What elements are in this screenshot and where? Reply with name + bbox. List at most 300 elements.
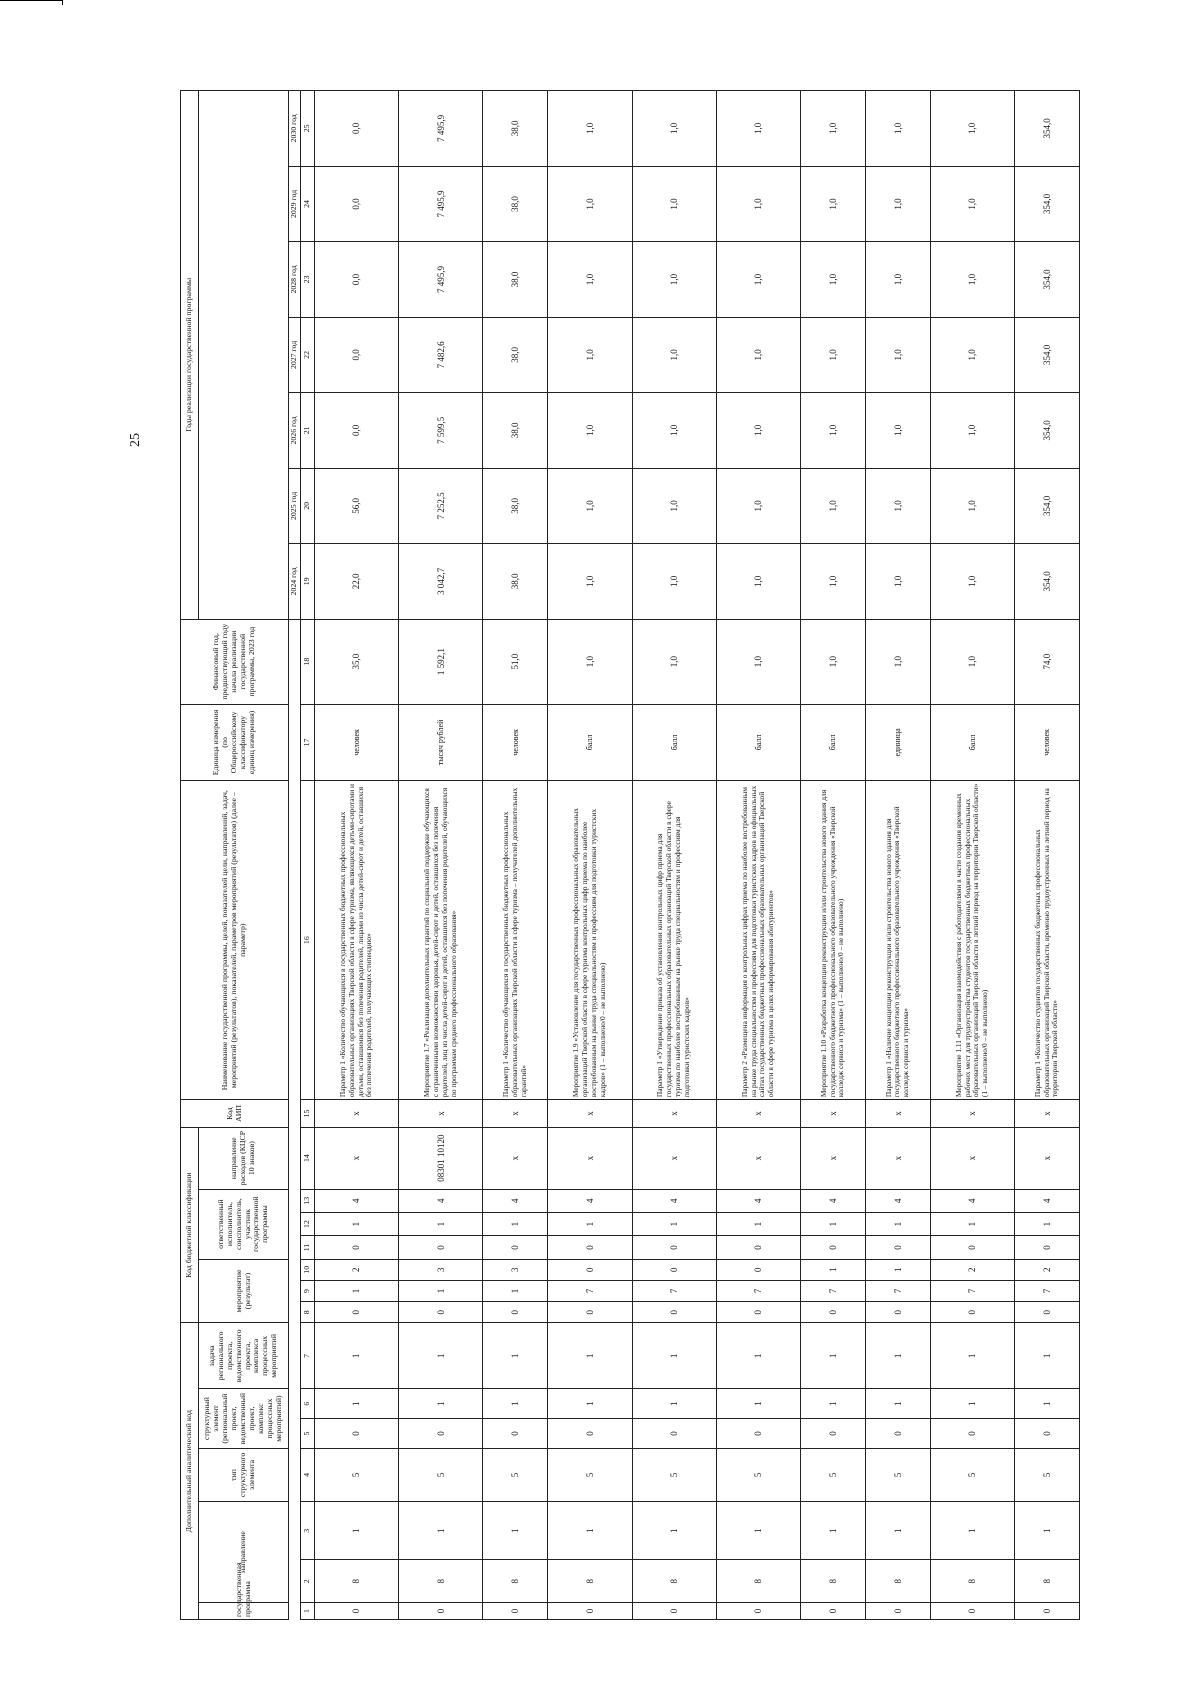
code-cell: 2 xyxy=(1015,1259,1080,1280)
year-value: 1,0 xyxy=(801,317,866,392)
year-value: 1,0 xyxy=(801,91,866,167)
column-number: 9 xyxy=(300,1280,314,1301)
code-cell: 0 xyxy=(399,1302,483,1323)
year-value: 1,0 xyxy=(632,317,716,392)
code-cell: 0 xyxy=(801,1419,866,1449)
code-cell: 1 xyxy=(632,1323,716,1389)
code-cell: х xyxy=(399,1100,483,1128)
code-cell: 0 xyxy=(548,1259,632,1280)
year-value: 38,0 xyxy=(483,91,548,167)
year-value: 1,0 xyxy=(716,242,800,317)
code-cell: 1 xyxy=(865,1259,930,1280)
code-cell: 0 xyxy=(632,1419,716,1449)
code-cell: 5 xyxy=(865,1448,930,1501)
year-value: 1,0 xyxy=(930,468,1014,543)
year-value: 1,0 xyxy=(801,544,866,619)
code-cell: 1 xyxy=(930,1323,1014,1389)
code-cell: х xyxy=(801,1127,866,1189)
column-number: 22 xyxy=(300,317,314,392)
code-cell: 4 xyxy=(930,1189,1014,1212)
code-cell: 4 xyxy=(716,1189,800,1212)
year-value: 1,0 xyxy=(801,166,866,241)
item-name: Параметр 2 «Размещена информация о контрольных цифрах приема по наиболее востребованным на рынке труда специальностям и профессиям для подготовки туристских кадров на официальных сайтах государственных бюджетных профессиональных образовательных организаций Тверской области в сфере туризма в целях информирования абитуриентов» xyxy=(716,781,800,1100)
hdr-gp: государственная программа xyxy=(199,1603,289,1620)
code-cell: 1 xyxy=(801,1259,866,1280)
code-cell: 0 xyxy=(399,1419,483,1449)
code-cell: 1 xyxy=(314,1502,398,1560)
hdr-exp: направление расходов (КЦСР 10 знаков) xyxy=(199,1127,289,1189)
code-cell: 1 xyxy=(399,1502,483,1560)
code-cell: 0 xyxy=(930,1236,1014,1259)
unit-cell: балл xyxy=(716,704,800,781)
year-value: 1,0 xyxy=(632,91,716,167)
code-cell: 3 xyxy=(399,1259,483,1280)
code-cell: 5 xyxy=(716,1448,800,1501)
code-cell: 1 xyxy=(548,1502,632,1560)
base-year-value: 1 592,1 xyxy=(399,619,483,704)
column-number: 14 xyxy=(300,1127,314,1189)
code-cell: 0 xyxy=(314,1603,398,1620)
year-value: 1,0 xyxy=(548,317,632,392)
unit-cell: балл xyxy=(801,704,866,781)
code-cell: 1 xyxy=(399,1323,483,1389)
unit-cell: балл xyxy=(632,704,716,781)
year-value: 7 495,9 xyxy=(399,166,483,241)
code-cell: 1 xyxy=(314,1212,398,1235)
code-cell: 0 xyxy=(314,1419,398,1449)
year-value: 1,0 xyxy=(865,468,930,543)
column-number: 8 xyxy=(300,1302,314,1323)
item-name: Параметр 1 «Количество обучающихся в государственных бюджетных профессиональных образовательных организациях Тверской области в сфере туризма – получателей дополнительных гарантий» xyxy=(483,781,548,1100)
code-cell: 1 xyxy=(801,1502,866,1560)
year-value: 38,0 xyxy=(483,166,548,241)
code-cell: 1 xyxy=(1015,1389,1080,1419)
item-name: Мероприятие 1.10 «Разработка концепции реконструкции и/или строительства нового здания для государственного бюджетного профессионального образовательного учреждения «Тверской колледж сервиса и туризма» (1 – выполнено/0 – не выполнено) xyxy=(801,781,866,1100)
code-cell: 4 xyxy=(801,1189,866,1212)
item-name: Мероприятие 1.7 «Реализация дополнительных гарантий по социальной поддержке обучающихся с ограниченными возможностями здоровья, детей-сирот и детей, оставшихся без попечения родителей, лиц из числа детей-сирот и детей, оставшихся без попечения родителей, обучающихся по программам среднего профессионального образования» xyxy=(399,781,483,1100)
year-value: 7 252,5 xyxy=(399,468,483,543)
year-value: 1,0 xyxy=(930,91,1014,167)
column-number: 3 xyxy=(300,1502,314,1560)
hdr-year: 2029 год xyxy=(289,166,301,241)
year-value: 1,0 xyxy=(632,242,716,317)
column-number: 6 xyxy=(300,1389,314,1419)
year-value: 7 599,5 xyxy=(399,393,483,468)
unit-cell: балл xyxy=(930,704,1014,781)
code-cell: 0 xyxy=(716,1603,800,1620)
year-value: 7 495,9 xyxy=(399,91,483,167)
code-cell: 0 xyxy=(483,1419,548,1449)
year-value: 1,0 xyxy=(632,468,716,543)
column-number: 24 xyxy=(300,166,314,241)
unit-cell: балл xyxy=(548,704,632,781)
code-cell: х xyxy=(716,1127,800,1189)
code-cell: 1 xyxy=(801,1323,866,1389)
item-name: Параметр 1 «Количество обучающихся в государственных бюджетных профессиональных образовательных организациях Тверской области в сфере туризма, являющихся детьми-сиротами и детьми, оставшимися без попечения родителей, лицами из числа детей-сирот и детей, оставшихся без попечения родителей, получающих стипендию» xyxy=(314,781,398,1100)
code-cell: х xyxy=(930,1127,1014,1189)
code-cell: 0 xyxy=(632,1302,716,1323)
year-value: 0,0 xyxy=(314,166,398,241)
code-cell: 0 xyxy=(1015,1603,1080,1620)
column-number: 10 xyxy=(300,1259,314,1280)
code-cell: 1 xyxy=(483,1323,548,1389)
code-cell: 5 xyxy=(930,1448,1014,1501)
code-cell: 7 xyxy=(1015,1280,1080,1301)
code-cell: 1 xyxy=(865,1212,930,1235)
code-cell: х xyxy=(483,1100,548,1128)
code-cell: х xyxy=(483,1127,548,1189)
column-number: 19 xyxy=(300,544,314,619)
column-number: 23 xyxy=(300,242,314,317)
code-cell: 0 xyxy=(716,1236,800,1259)
code-cell: 0 xyxy=(801,1302,866,1323)
base-year-value: 74,0 xyxy=(1015,619,1080,704)
year-value: 1,0 xyxy=(716,393,800,468)
year-value: 354,0 xyxy=(1015,242,1080,317)
base-year-value: 1,0 xyxy=(930,619,1014,704)
code-cell: 1 xyxy=(801,1212,866,1235)
code-cell: 1 xyxy=(399,1212,483,1235)
hdr-fin-year: Финансовый год, предшествующий году начала реализации государственной программы, 2023 год xyxy=(181,619,289,704)
base-year-value: 51,0 xyxy=(483,619,548,704)
code-cell: 08301 10120 xyxy=(399,1127,483,1189)
code-cell: 1 xyxy=(632,1502,716,1560)
code-cell: 1 xyxy=(483,1502,548,1560)
year-value: 56,0 xyxy=(314,468,398,543)
code-cell: 8 xyxy=(548,1560,632,1603)
code-cell: 0 xyxy=(314,1236,398,1259)
code-cell: 4 xyxy=(399,1189,483,1212)
year-value: 1,0 xyxy=(930,242,1014,317)
code-cell: 1 xyxy=(865,1323,930,1389)
code-cell: 0 xyxy=(548,1603,632,1620)
year-value: 1,0 xyxy=(865,544,930,619)
column-number: 7 xyxy=(300,1323,314,1389)
code-cell: 4 xyxy=(632,1189,716,1212)
code-cell: х xyxy=(314,1127,398,1189)
code-cell: 0 xyxy=(483,1302,548,1323)
year-value: 1,0 xyxy=(548,166,632,241)
code-cell: 0 xyxy=(930,1419,1014,1449)
year-value: 1,0 xyxy=(632,544,716,619)
code-cell: 7 xyxy=(548,1280,632,1301)
code-cell: 0 xyxy=(716,1259,800,1280)
table-row xyxy=(483,91,548,1620)
column-number: 18 xyxy=(300,619,314,704)
table-row xyxy=(548,91,632,1620)
code-cell: 0 xyxy=(632,1236,716,1259)
code-cell: 1 xyxy=(314,1323,398,1389)
code-cell: 7 xyxy=(865,1280,930,1301)
hdr-task: задача регионального проекта, ведомственного проекта, комплекса процессных мероприятий xyxy=(199,1323,289,1389)
table-row xyxy=(801,91,866,1620)
code-cell: 1 xyxy=(548,1389,632,1419)
year-value: 354,0 xyxy=(1015,317,1080,392)
code-cell: 7 xyxy=(716,1280,800,1301)
code-cell: 1 xyxy=(1015,1502,1080,1560)
table-row xyxy=(716,91,800,1620)
code-cell: 1 xyxy=(632,1212,716,1235)
code-cell: 7 xyxy=(930,1280,1014,1301)
code-cell: 8 xyxy=(716,1560,800,1603)
code-cell: 0 xyxy=(716,1302,800,1323)
code-cell: 2 xyxy=(314,1259,398,1280)
base-year-value: 1,0 xyxy=(632,619,716,704)
table-row xyxy=(314,91,398,1620)
column-number: 1 xyxy=(300,1603,314,1620)
hdr-aip: Код АИП xyxy=(181,1100,289,1128)
code-cell: 8 xyxy=(930,1560,1014,1603)
column-number: 13 xyxy=(300,1189,314,1212)
code-cell: 7 xyxy=(801,1280,866,1301)
code-cell: 4 xyxy=(1015,1189,1080,1212)
code-cell: х xyxy=(716,1100,800,1128)
year-value: 1,0 xyxy=(716,166,800,241)
column-number: 2 xyxy=(300,1560,314,1603)
code-cell: 0 xyxy=(865,1236,930,1259)
column-number: 25 xyxy=(300,91,314,167)
year-value: 3 042,7 xyxy=(399,544,483,619)
code-cell: 1 xyxy=(314,1389,398,1419)
code-cell: 8 xyxy=(865,1560,930,1603)
hdr-exec: ответственный исполнитель, соисполнитель, участник государственной программы xyxy=(199,1189,289,1259)
crop-mark xyxy=(0,0,63,5)
code-cell: 4 xyxy=(483,1189,548,1212)
code-cell: 5 xyxy=(1015,1448,1080,1501)
code-cell: х xyxy=(548,1127,632,1189)
code-cell: 1 xyxy=(548,1323,632,1389)
year-value: 1,0 xyxy=(716,91,800,167)
year-value: 7 495,9 xyxy=(399,242,483,317)
code-cell: х xyxy=(548,1100,632,1128)
base-year-value: 1,0 xyxy=(801,619,866,704)
code-cell: 4 xyxy=(865,1189,930,1212)
column-number: 17 xyxy=(300,704,314,781)
year-value: 354,0 xyxy=(1015,468,1080,543)
year-value: 1,0 xyxy=(548,393,632,468)
code-cell: 0 xyxy=(548,1302,632,1323)
code-cell: 5 xyxy=(314,1448,398,1501)
year-value: 1,0 xyxy=(865,91,930,167)
code-cell: 1 xyxy=(930,1212,1014,1235)
hdr-year: 2025 год xyxy=(289,468,301,543)
hdr-struct: структурный элемент (региональный проект, ведомственный проект, комплекс процессных мероприятий) xyxy=(199,1389,289,1449)
code-cell: 0 xyxy=(483,1236,548,1259)
code-cell: 5 xyxy=(548,1448,632,1501)
item-name: Мероприятие 1.9 «Установление для государственных профессиональных образовательных организаций Тверской области в сфере туризма контрольных цифр приема по наиболее востребованным на рынке труда специальностям и профессиям для подготовки туристских кадров» (1 – выполнено/0 – не выполнено) xyxy=(548,781,632,1100)
code-cell: х xyxy=(1015,1100,1080,1128)
hdr-unit: Единица измерения (по Общероссийскому классификатору единиц измерения) xyxy=(181,704,289,781)
year-value: 1,0 xyxy=(548,91,632,167)
item-name: Мероприятие 1.11 «Организация взаимодействия с работодателями в части создания временных рабочих мест для трудоустройства студентов государственных бюджетных профессиональных образовательных организаций Тверской области в летний период на территории Тверской области» (1 – выполнено/0 – не выполнено) xyxy=(930,781,1014,1100)
code-cell: х xyxy=(314,1100,398,1128)
year-value: 38,0 xyxy=(483,544,548,619)
hdr-type: тип структурного элемента xyxy=(199,1448,289,1501)
code-cell: х xyxy=(801,1100,866,1128)
code-cell: 0 xyxy=(632,1259,716,1280)
table-row xyxy=(632,91,716,1620)
code-cell: 1 xyxy=(1015,1212,1080,1235)
year-value: 1,0 xyxy=(801,393,866,468)
code-cell: 2 xyxy=(930,1259,1014,1280)
hdr-year: 2026 год xyxy=(289,393,301,468)
code-cell: 1 xyxy=(930,1502,1014,1560)
code-cell: 5 xyxy=(483,1448,548,1501)
code-cell: 1 xyxy=(930,1389,1014,1419)
table-row xyxy=(930,91,1014,1620)
code-cell: 0 xyxy=(865,1302,930,1323)
year-value: 1,0 xyxy=(548,242,632,317)
year-value: 38,0 xyxy=(483,468,548,543)
code-cell: 0 xyxy=(865,1419,930,1449)
year-value: 1,0 xyxy=(801,242,866,317)
column-number: 15 xyxy=(300,1100,314,1128)
year-value: 1,0 xyxy=(548,544,632,619)
code-cell: 1 xyxy=(865,1502,930,1560)
code-cell: 0 xyxy=(1015,1419,1080,1449)
code-cell: 1 xyxy=(716,1502,800,1560)
code-cell: х xyxy=(1015,1127,1080,1189)
code-cell: 1 xyxy=(1015,1323,1080,1389)
hdr-year: 2028 год xyxy=(289,242,301,317)
year-value: 1,0 xyxy=(716,468,800,543)
code-cell: 0 xyxy=(1015,1236,1080,1259)
page-number: 25 xyxy=(128,433,143,447)
code-cell: х xyxy=(930,1100,1014,1128)
code-cell: 0 xyxy=(801,1236,866,1259)
base-year-value: 1,0 xyxy=(548,619,632,704)
year-value: 1,0 xyxy=(930,544,1014,619)
code-cell: 8 xyxy=(632,1560,716,1603)
code-cell: 5 xyxy=(801,1448,866,1501)
code-cell: 4 xyxy=(314,1189,398,1212)
year-value: 1,0 xyxy=(865,166,930,241)
year-value: 354,0 xyxy=(1015,166,1080,241)
column-number: 5 xyxy=(300,1419,314,1449)
year-value: 7 482,6 xyxy=(399,317,483,392)
code-cell: 1 xyxy=(483,1212,548,1235)
year-value: 38,0 xyxy=(483,393,548,468)
year-value: 38,0 xyxy=(483,242,548,317)
program-table xyxy=(180,90,1080,1620)
code-cell: 5 xyxy=(399,1448,483,1501)
code-cell: 0 xyxy=(930,1302,1014,1323)
column-number: 12 xyxy=(300,1212,314,1235)
code-cell: 1 xyxy=(716,1212,800,1235)
code-cell: 0 xyxy=(865,1603,930,1620)
item-name: Параметр 1 «Наличие концепции реконструкции и/или строительства нового здания для государственного бюджетного профессионального образовательного учреждения «Тверской колледж сервиса и туризма» xyxy=(865,781,930,1100)
year-value: 0,0 xyxy=(314,242,398,317)
base-year-value: 1,0 xyxy=(716,619,800,704)
code-cell: 1 xyxy=(801,1389,866,1419)
unit-cell: тысяч рублей xyxy=(399,704,483,781)
code-cell: 0 xyxy=(716,1419,800,1449)
year-value: 22,0 xyxy=(314,544,398,619)
year-value: 0,0 xyxy=(314,91,398,167)
year-value: 1,0 xyxy=(930,317,1014,392)
hdr-years: Годы реализации государственной программы xyxy=(181,91,199,620)
base-year-value: 1,0 xyxy=(865,619,930,704)
code-cell: 7 xyxy=(632,1280,716,1301)
column-number: 21 xyxy=(300,393,314,468)
code-cell: х xyxy=(865,1100,930,1128)
year-value: 1,0 xyxy=(930,393,1014,468)
hdr-budget-code: Код бюджетной классификации xyxy=(181,1127,199,1323)
year-value: 1,0 xyxy=(632,166,716,241)
column-number: 20 xyxy=(300,468,314,543)
year-value: 354,0 xyxy=(1015,544,1080,619)
code-cell: 0 xyxy=(632,1603,716,1620)
column-number: 4 xyxy=(300,1448,314,1501)
code-cell: 0 xyxy=(483,1603,548,1620)
code-cell: 3 xyxy=(483,1259,548,1280)
code-cell: 1 xyxy=(483,1280,548,1301)
year-value: 1,0 xyxy=(716,544,800,619)
code-cell: 1 xyxy=(716,1323,800,1389)
code-cell: 1 xyxy=(548,1212,632,1235)
hdr-year: 2024 год xyxy=(289,544,301,619)
code-cell: х xyxy=(865,1127,930,1189)
code-cell: 0 xyxy=(399,1236,483,1259)
code-cell: х xyxy=(632,1127,716,1189)
unit-cell: человек xyxy=(483,704,548,781)
item-name: Параметр 1 «Количество студентов государственных бюджетных профессиональных образовательных организаций Тверской области, временно трудоустроенных на летний период на территории Тверской области» xyxy=(1015,781,1080,1100)
code-cell: 0 xyxy=(548,1236,632,1259)
code-cell: 1 xyxy=(716,1389,800,1419)
unit-cell: человек xyxy=(1015,704,1080,781)
code-cell: 0 xyxy=(399,1603,483,1620)
year-value: 1,0 xyxy=(865,317,930,392)
year-value: 1,0 xyxy=(548,468,632,543)
code-cell: 5 xyxy=(632,1448,716,1501)
table-rotated-wrapper xyxy=(180,90,1080,1620)
table-row xyxy=(865,91,930,1620)
code-cell: 0 xyxy=(1015,1302,1080,1323)
code-cell: 8 xyxy=(801,1560,866,1603)
code-cell: 1 xyxy=(632,1389,716,1419)
unit-cell: человек xyxy=(314,704,398,781)
code-cell: 8 xyxy=(399,1560,483,1603)
code-cell: 0 xyxy=(314,1302,398,1323)
year-value: 1,0 xyxy=(801,468,866,543)
code-cell: 1 xyxy=(483,1389,548,1419)
year-value: 1,0 xyxy=(865,393,930,468)
code-cell: х xyxy=(632,1100,716,1128)
year-value: 0,0 xyxy=(314,393,398,468)
year-value: 1,0 xyxy=(632,393,716,468)
hdr-name: Наименование государственной программы, целей, показателей цели, направлений, задач, мероприятий (результатов), показателей, параметров мероприятий (результатов) (далее – параметр) xyxy=(181,781,289,1100)
hdr-year: 2027 год xyxy=(289,317,301,392)
column-number: 16 xyxy=(300,781,314,1100)
year-value: 1,0 xyxy=(716,317,800,392)
unit-cell: единица xyxy=(865,704,930,781)
code-cell: 0 xyxy=(930,1603,1014,1620)
table-row xyxy=(1015,91,1080,1620)
year-value: 38,0 xyxy=(483,317,548,392)
column-number: 11 xyxy=(300,1236,314,1259)
code-cell: 1 xyxy=(314,1280,398,1301)
code-cell: 0 xyxy=(801,1603,866,1620)
hdr-add-code: Дополнительный аналитический код xyxy=(181,1323,199,1620)
code-cell: 8 xyxy=(314,1560,398,1603)
year-value: 1,0 xyxy=(930,166,1014,241)
code-cell: 8 xyxy=(1015,1560,1080,1603)
code-cell: 0 xyxy=(548,1419,632,1449)
code-cell: 1 xyxy=(399,1389,483,1419)
hdr-year: 2030 год xyxy=(289,91,301,167)
year-value: 354,0 xyxy=(1015,393,1080,468)
hdr-event: мероприятие (результат) xyxy=(199,1259,289,1323)
